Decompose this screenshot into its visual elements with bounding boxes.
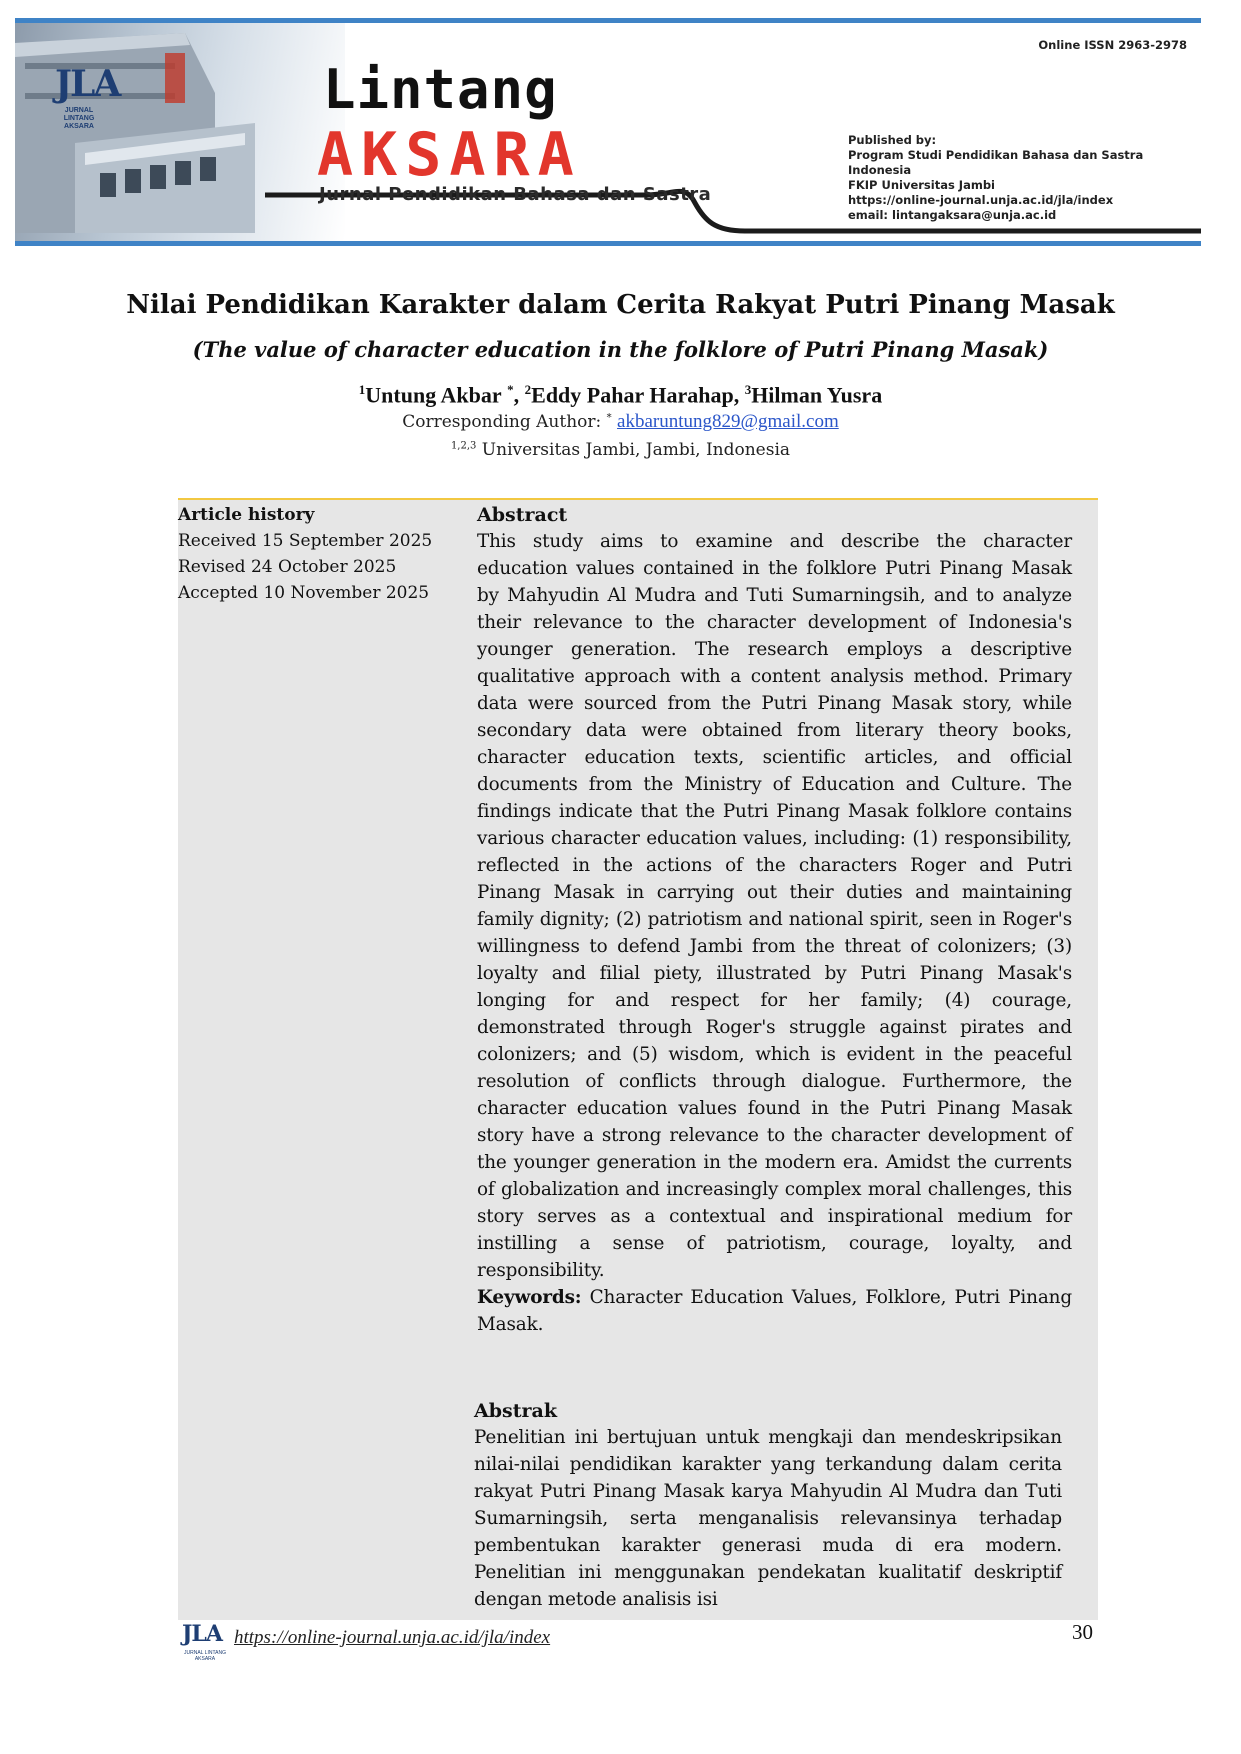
abstrak-section [474,1398,1062,1613]
journal-banner [15,18,1201,246]
affiliation-index: 1,2,3 [450,440,477,452]
building-illustration [15,33,255,233]
footer-jla-logo: JLA [182,1621,222,1647]
publisher-info [848,133,1201,223]
journal-tagline: Jurnal Pendidikan Bahasa dan Sastra [319,184,712,205]
jla-logo-subtext: JURNAL LINTANG AKSARA [63,107,95,130]
issn: Online ISSN 2963-2978 [1038,38,1187,52]
publisher-url[interactable]: https://online-journal.unja.ac.id/jla/index [848,193,1114,207]
article-history-heading: Article history [178,505,315,525]
article-title: Nilai Pendidikan Karakter dalam Cerita Rakyat Putri Pinang Masak [126,290,1115,320]
abstract-text: This study aims to examine and describe the character education values contained in the folklore Putri Pinang Masak by Mahyudin Al Mudra and Tuti Sumarningsih, and to analyze their relevance to the character development of Indonesia's younger generation. The research employs a descriptive qualitative approach with a content analysis method. Primary data were sourced from the Putri Pinang Masak story, while secondary data were obtained from literary theory books, character education texts, scientific articles, and official documents from the Ministry of Education and Culture. The findings indicate that the Putri Pinang Masak folklore contains various character education values, including: (1) responsibility, reflected in the actions of the characters Roger and Putri Pinang Masak in carrying out their duties and maintaining family dignity; (2) patriotism and national spirit, seen in Roger's willingness to defend Jambi from the threat of colonizers; (3) loyalty and filial piety, illustrated by Putri Pinang Masak's longing for and respect for her family; (4) courage, demonstrated through Roger's struggle against pirates and colonizers; and (5) wisdom, which is evident in the peaceful resolution of conflicts through dialogue. Furthermore, the character education values found in the Putri Pinang Masak story have a strong relevance to the character development of the younger generation in the modern era. Amidst the currents of globalization and increasingly complex moral challenges, this story serves as a contextual and inspirational medium for instilling a sense of patriotism, courage, loyalty, and responsibility. [477,531,1072,1281]
corresponding-mark: * [606,412,612,424]
author-2-name: Eddy Pahar Harahap [531,382,734,408]
author-3-name: Hilman Yusra [751,382,883,408]
journal-name-lintang: Lintang [323,58,558,121]
article-subtitle: (The value of character education in the folklore of Putri Pinang Masak) [192,337,1049,362]
revised-date: Revised 24 October 2025 [178,557,397,577]
publisher-email[interactable]: email: lintangaksara@unja.ac.id [848,208,1057,222]
footer-journal-link[interactable]: https://online-journal.unja.ac.id/jla/index [234,1627,551,1648]
corresponding-author [0,411,1241,433]
banner-bottom-rule [15,241,1201,246]
published-by-label: Published by: [848,133,937,147]
abstrak-text: Penelitian ini bertujuan untuk mengkaji dan mendeskripsikan nilai-nilai pendidikan karakter yang terkandung dalam cerita rakyat Putri Pinang Masak karya Mahyudin Al Mudra dan Tuti Sumarningsih, serta menganalisis relevansinya terhadap pembentukan karakter generasi muda di era modern. Penelitian ini menggunakan pendekatan kualitatif deskriptif dengan metode analisis isi [474,1427,1062,1610]
affiliation [0,440,1241,460]
accepted-date: Accepted 10 November 2025 [178,583,430,603]
author-1-name: Untung Akbar [365,382,502,408]
received-date: Received 15 September 2025 [178,531,433,551]
affiliation-text: Universitas Jambi, Jambi, Indonesia [476,440,791,460]
corresponding-email-link[interactable]: akbaruntung829@gmail.com [617,411,839,432]
jla-logo: JLA [55,63,120,105]
author-3-index: 3 [744,382,752,397]
footer-jla-logo-subtext: JURNAL LINTANG AKSARA [184,1650,226,1662]
author-list: $^1$Untung Akbar *, $^2$Eddy Pahar Harahap, $^3$Hilman Yusra [358,382,883,408]
corresponding-label: Corresponding Author: [402,412,607,432]
author-2-index: 2 [524,382,532,397]
abstract-section [477,502,1072,1338]
keywords [477,1284,1072,1338]
keywords-text: Character Education Values, Folklore, Putri Pinang Masak. [477,1287,1072,1335]
author-1-index: 1 [358,382,366,397]
abstrak-heading: Abstrak [474,1400,557,1422]
keywords-label: Keywords: [477,1287,582,1308]
author-1-mark: * [507,382,514,397]
publisher-line-1: Program Studi Pendidikan Bahasa dan Sastra Indonesia [848,148,1144,177]
article-history [178,502,458,606]
publisher-line-2: FKIP Universitas Jambi [848,178,996,192]
journal-name-aksara: AKSARA [317,120,582,190]
abstract-heading: Abstract [477,504,568,526]
page-number: 30 [1072,1620,1093,1644]
